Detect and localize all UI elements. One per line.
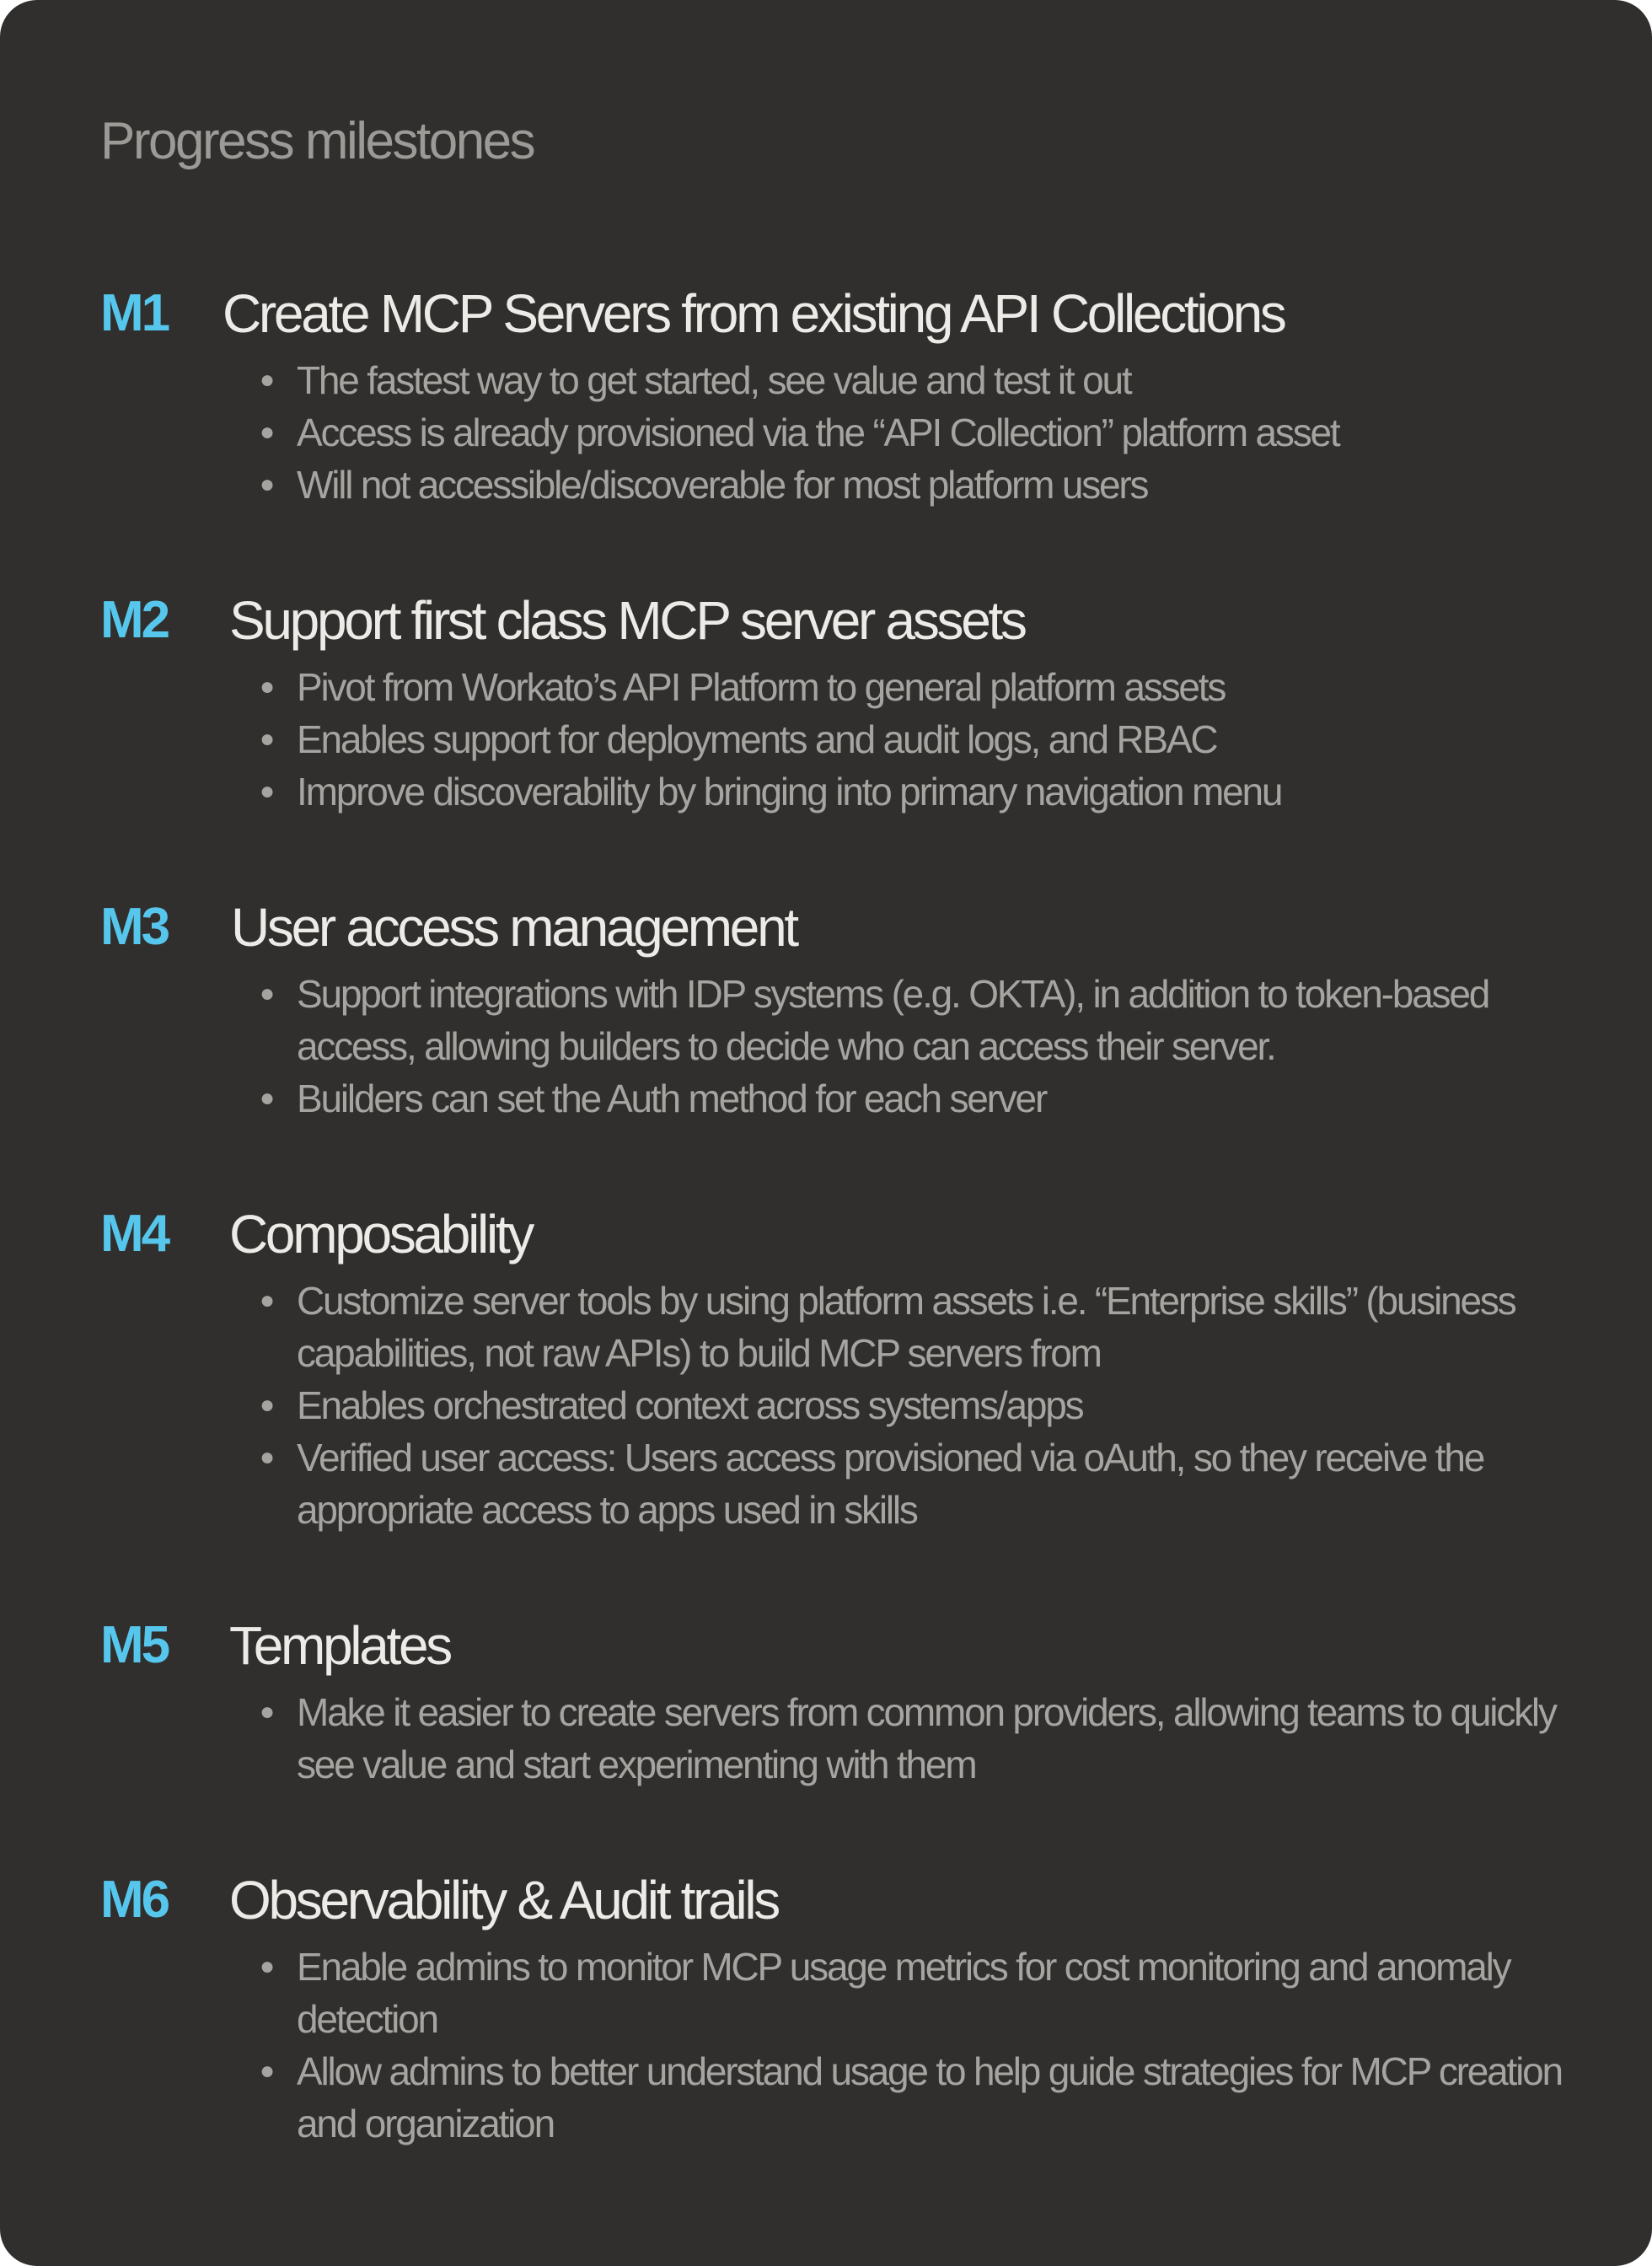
milestone-bullet-list <box>256 354 1571 511</box>
bullet-text: Access is already provisioned via the “API Collection” platform asset <box>297 411 1339 454</box>
bullet-text: Enables orchestrated context across systems/apps <box>297 1383 1083 1427</box>
bullet-item <box>256 1431 1571 1536</box>
bullet-item <box>256 1686 1571 1791</box>
bullet-text: The fastest way to get started, see value and test it out <box>297 358 1131 402</box>
milestone-title: Composability <box>229 1204 533 1265</box>
bullet-item <box>256 765 1571 818</box>
milestone-title: Observability & Audit trails <box>229 1870 779 1930</box>
milestone-title: Support first class MCP server assets <box>229 590 1025 651</box>
bullet-dot-icon: ● <box>260 1443 273 1471</box>
page-title: Progress milestones <box>100 112 534 170</box>
bullet-item <box>256 661 1571 713</box>
milestone-title: Create MCP Servers from existing API Collections <box>223 283 1285 344</box>
bullet-dot-icon: ● <box>260 2057 273 2085</box>
milestone-code: M1 <box>100 284 169 342</box>
bullet-item <box>256 1379 1571 1431</box>
bullet-item <box>256 968 1571 1072</box>
bullet-item <box>256 713 1571 765</box>
bullet-dot-icon: ● <box>260 470 273 498</box>
milestone-code: M3 <box>100 898 169 956</box>
milestone-code: M5 <box>100 1616 169 1674</box>
bullet-dot-icon: ● <box>260 418 273 446</box>
bullet-text: Enables support for deployments and audit logs, and RBAC <box>297 717 1217 761</box>
bullet-item <box>256 406 1571 459</box>
milestone-code: M4 <box>100 1205 169 1263</box>
bullet-text: Allow admins to better understand usage to help guide strategies for MCP creation and organization <box>297 2049 1562 2145</box>
milestone-bullet-list <box>256 1941 1571 2150</box>
bullet-dot-icon: ● <box>260 673 273 701</box>
milestone-bullet-list <box>256 1275 1571 1536</box>
bullet-item <box>256 1275 1571 1379</box>
bullet-item <box>256 1941 1571 2045</box>
milestone-code: M6 <box>100 1871 169 1929</box>
bullet-item <box>256 2045 1571 2150</box>
milestone-bullet-list <box>256 968 1571 1125</box>
milestone-bullet-list <box>256 661 1571 818</box>
bullet-dot-icon: ● <box>260 1084 273 1112</box>
bullet-text: Improve discoverability by bringing into primary navigation menu <box>297 770 1282 814</box>
milestone-code: M2 <box>100 591 169 649</box>
bullet-text: Verified user access: Users access provisioned via oAuth, so they receive the appropriate access to apps used in skills <box>297 1436 1484 1532</box>
bullet-dot-icon: ● <box>260 1391 273 1419</box>
bullet-dot-icon: ● <box>260 1952 273 1980</box>
bullet-dot-icon: ● <box>260 725 273 753</box>
bullet-item <box>256 354 1571 406</box>
bullet-dot-icon: ● <box>260 1698 273 1726</box>
bullet-dot-icon: ● <box>260 366 273 394</box>
bullet-text: Support integrations with IDP systems (e.g. OKTA), in addition to token-based access, allowing builders to decide who can access their server. <box>297 972 1489 1068</box>
bullet-dot-icon: ● <box>260 980 273 1007</box>
milestone-title: Templates <box>229 1615 450 1676</box>
bullet-text: Builders can set the Auth method for each server <box>297 1077 1047 1120</box>
bullet-text: Make it easier to create servers from common providers, allowing teams to quickly see value and start experimenting with them <box>297 1690 1556 1786</box>
milestone-bullet-list <box>256 1686 1571 1791</box>
bullet-text: Pivot from Workato’s API Platform to general platform assets <box>297 665 1226 709</box>
bullet-text: Enable admins to monitor MCP usage metrics for cost monitoring and anomaly detection <box>297 1945 1510 2041</box>
bullet-text: Will not accessible/discoverable for most platform users <box>297 463 1148 507</box>
bullet-text: Customize server tools by using platform assets i.e. “Enterprise skills” (business capabilities, not raw APIs) to build MCP servers from <box>297 1279 1515 1375</box>
bullet-item <box>256 1072 1571 1125</box>
bullet-dot-icon: ● <box>260 777 273 805</box>
bullet-item <box>256 459 1571 511</box>
bullet-dot-icon: ● <box>260 1286 273 1314</box>
milestone-title: User access management <box>231 897 796 958</box>
